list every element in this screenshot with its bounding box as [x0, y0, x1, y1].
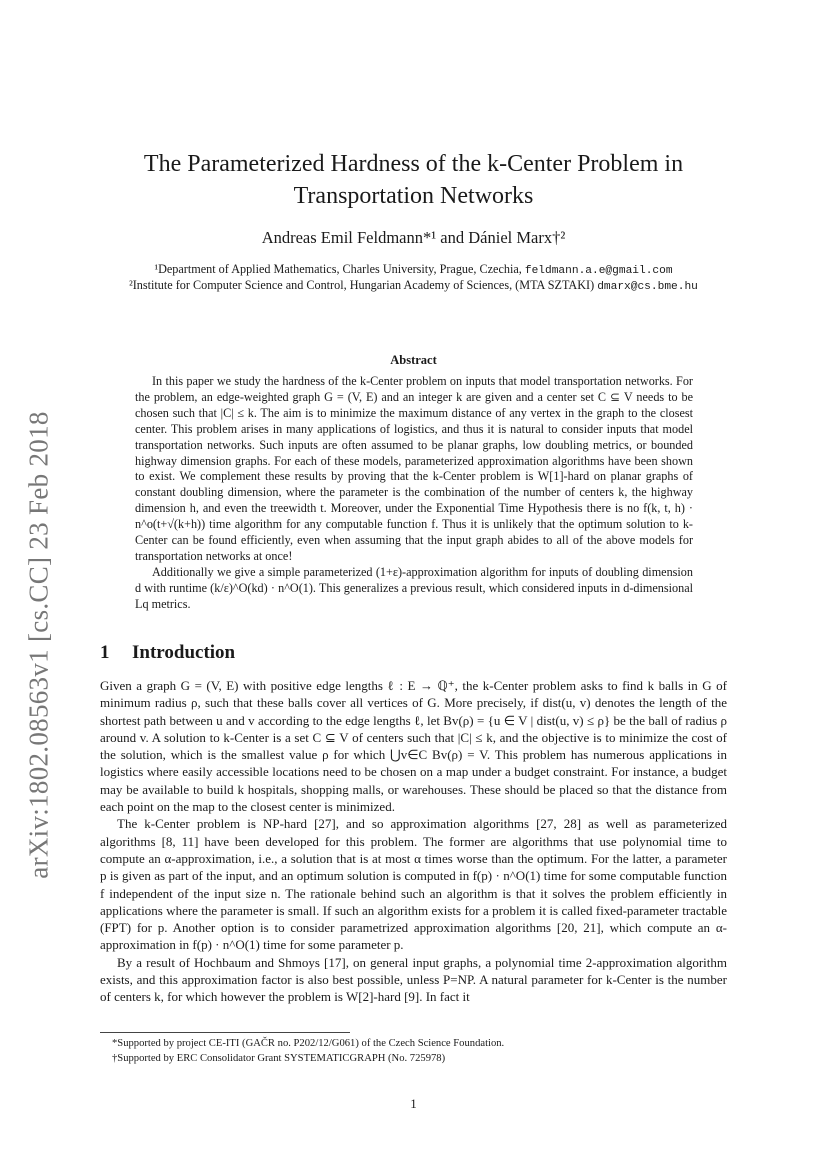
- affiliation-1-text: ¹Department of Applied Mathematics, Charles University, Prague, Czechia,: [154, 262, 522, 276]
- section-heading: [100, 642, 235, 664]
- page-number: 1: [410, 1096, 417, 1111]
- affiliation-2-email[interactable]: dmarx@cs.bme.hu: [597, 281, 698, 293]
- footnote-rule: [100, 1032, 350, 1033]
- arxiv-stamp-text: arXiv:1802.08563v1 [cs.CC] 23 Feb 2018: [23, 411, 54, 879]
- section-title: Introduction: [132, 642, 236, 663]
- intro-paragraph-3: By a result of Hochbaum and Shmoys [17], on general input graphs, a polynomial time 2-approximation algorithm exists, and this approximation factor is also best possible, unless P=NP. A natural parameter for k-Center is the number of centers k, for which however the problem is W[2]-hard [9]. In fact it: [100, 954, 727, 1005]
- intro-paragraph-1: Given a graph G = (V, E) with positive edge lengths ℓ : E → ℚ⁺, the k-Center problem asks to find k balls in G of minimum radius ρ, such that these balls cover all vertices of G. More precisely, if dist(u, v) denotes the length of the shortest path between u and v according to the edge lengths ℓ, let Bv(ρ) = {u ∈ V | dist(u, v) ≤ ρ} be the ball of radius ρ around v. A solution to k-Center is a set C ⊆ V of centers such that |C| ≤ k, and the objective is to minimize the cost of the solution, which is the smallest value ρ for which ⋃v∈C Bv(ρ) = V. This problem has numerous applications in logistics where easily accessible locations need to be chosen on a map under a budget constraint. For instance, a budget may be available to build k hospitals, shopping malls, or warehouses. These should be placed so that the distance from each point on the map to the closest center is minimized.: [100, 678, 727, 815]
- abstract: [135, 374, 693, 613]
- abstract-paragraph-2: Additionally we give a simple parameterized (1+ε)-approximation algorithm for inputs of doubling dimension d with runtime (k/ε)^O(kd) · n^O(1). This generalizes a previous result, which considered inputs in d-dimensional Lq metrics.: [135, 564, 693, 611]
- arxiv-stamp: [22, 365, 56, 925]
- affiliation-2: [60, 278, 767, 293]
- affiliation-1: [60, 262, 767, 277]
- introduction-body: [100, 677, 727, 1006]
- footnote-1: *Supported by project CE-ITI (GAČR no. P202/12/G061) of the Czech Science Foundation.: [112, 1038, 505, 1049]
- affiliation-1-email[interactable]: feldmann.a.e@gmail.com: [524, 265, 673, 277]
- title-line-1: The Parameterized Hardness of the k-Center Problem in: [143, 151, 684, 177]
- authors: Andreas Emil Feldmann*¹ and Dániel Marx†²: [261, 228, 566, 247]
- affiliation-2-text: ²Institute for Computer Science and Control, Hungarian Academy of Sciences, (MTA SZTAKI): [129, 278, 595, 292]
- abstract-heading: Abstract: [390, 353, 437, 367]
- paper-title: [100, 148, 727, 212]
- intro-paragraph-2: The k-Center problem is NP-hard [27], and so approximation algorithms [27, 28] as well as parameterized algorithms [8, 11] have been developed for this problem. The former are algorithms that use polynomial time to compute an α-approximation, i.e., a solution that is at most α times worse than the optimum. For the latter, a parameter p is given as part of the input, and an optimum solution is computed in f(p) · n^O(1) time for some computable function f independent of the input size n. The rationale behind such an algorithm is that it solves the problem efficiently in applications where the parameter is small. If such an algorithm exists for a problem it is called fixed-parameter tractable (FPT) for p. Another option is to consider parametrized approximation algorithms [20, 21], which compute an α-approximation in f(p) · n^O(1) time for some parameter p.: [100, 816, 727, 953]
- footnote-2: †Supported by ERC Consolidator Grant SYSTEMATICGRAPH (No. 725978): [112, 1053, 446, 1064]
- abstract-paragraph-1: In this paper we study the hardness of the k-Center problem on inputs that model transportation networks. For the problem, an edge-weighted graph G = (V, E) and an integer k are given and a center set C ⊆ V needs to be chosen such that |C| ≤ k. The aim is to minimize the maximum distance of any vertex in the graph to the closest center. This problem arises in many applications of logistics, and thus it is natural to consider inputs that model transportation networks. Such inputs are often assumed to be planar graphs, low doubling metrics, or bounded highway dimension graphs. For each of these models, parameterized approximation algorithms have been shown to exist. We complement these results by proving that the k-Center problem is W[1]-hard on planar graphs of constant doubling dimension, where the parameter is the combination of the number of centers k, the highway dimension h, and even the treewidth t. Moreover, under the Exponential Time Hypothesis there is no f(k, t, h) · n^o(t+√(k+h)) time algorithm for any computable function f. Thus it is unlikely that the optimum solution to k-Center can be found efficiently, even when assuming that the input graph abides to all of the above models for transportation networks at once!: [135, 374, 693, 563]
- title-line-2: Transportation Networks: [293, 183, 534, 209]
- section-number: 1: [100, 642, 110, 663]
